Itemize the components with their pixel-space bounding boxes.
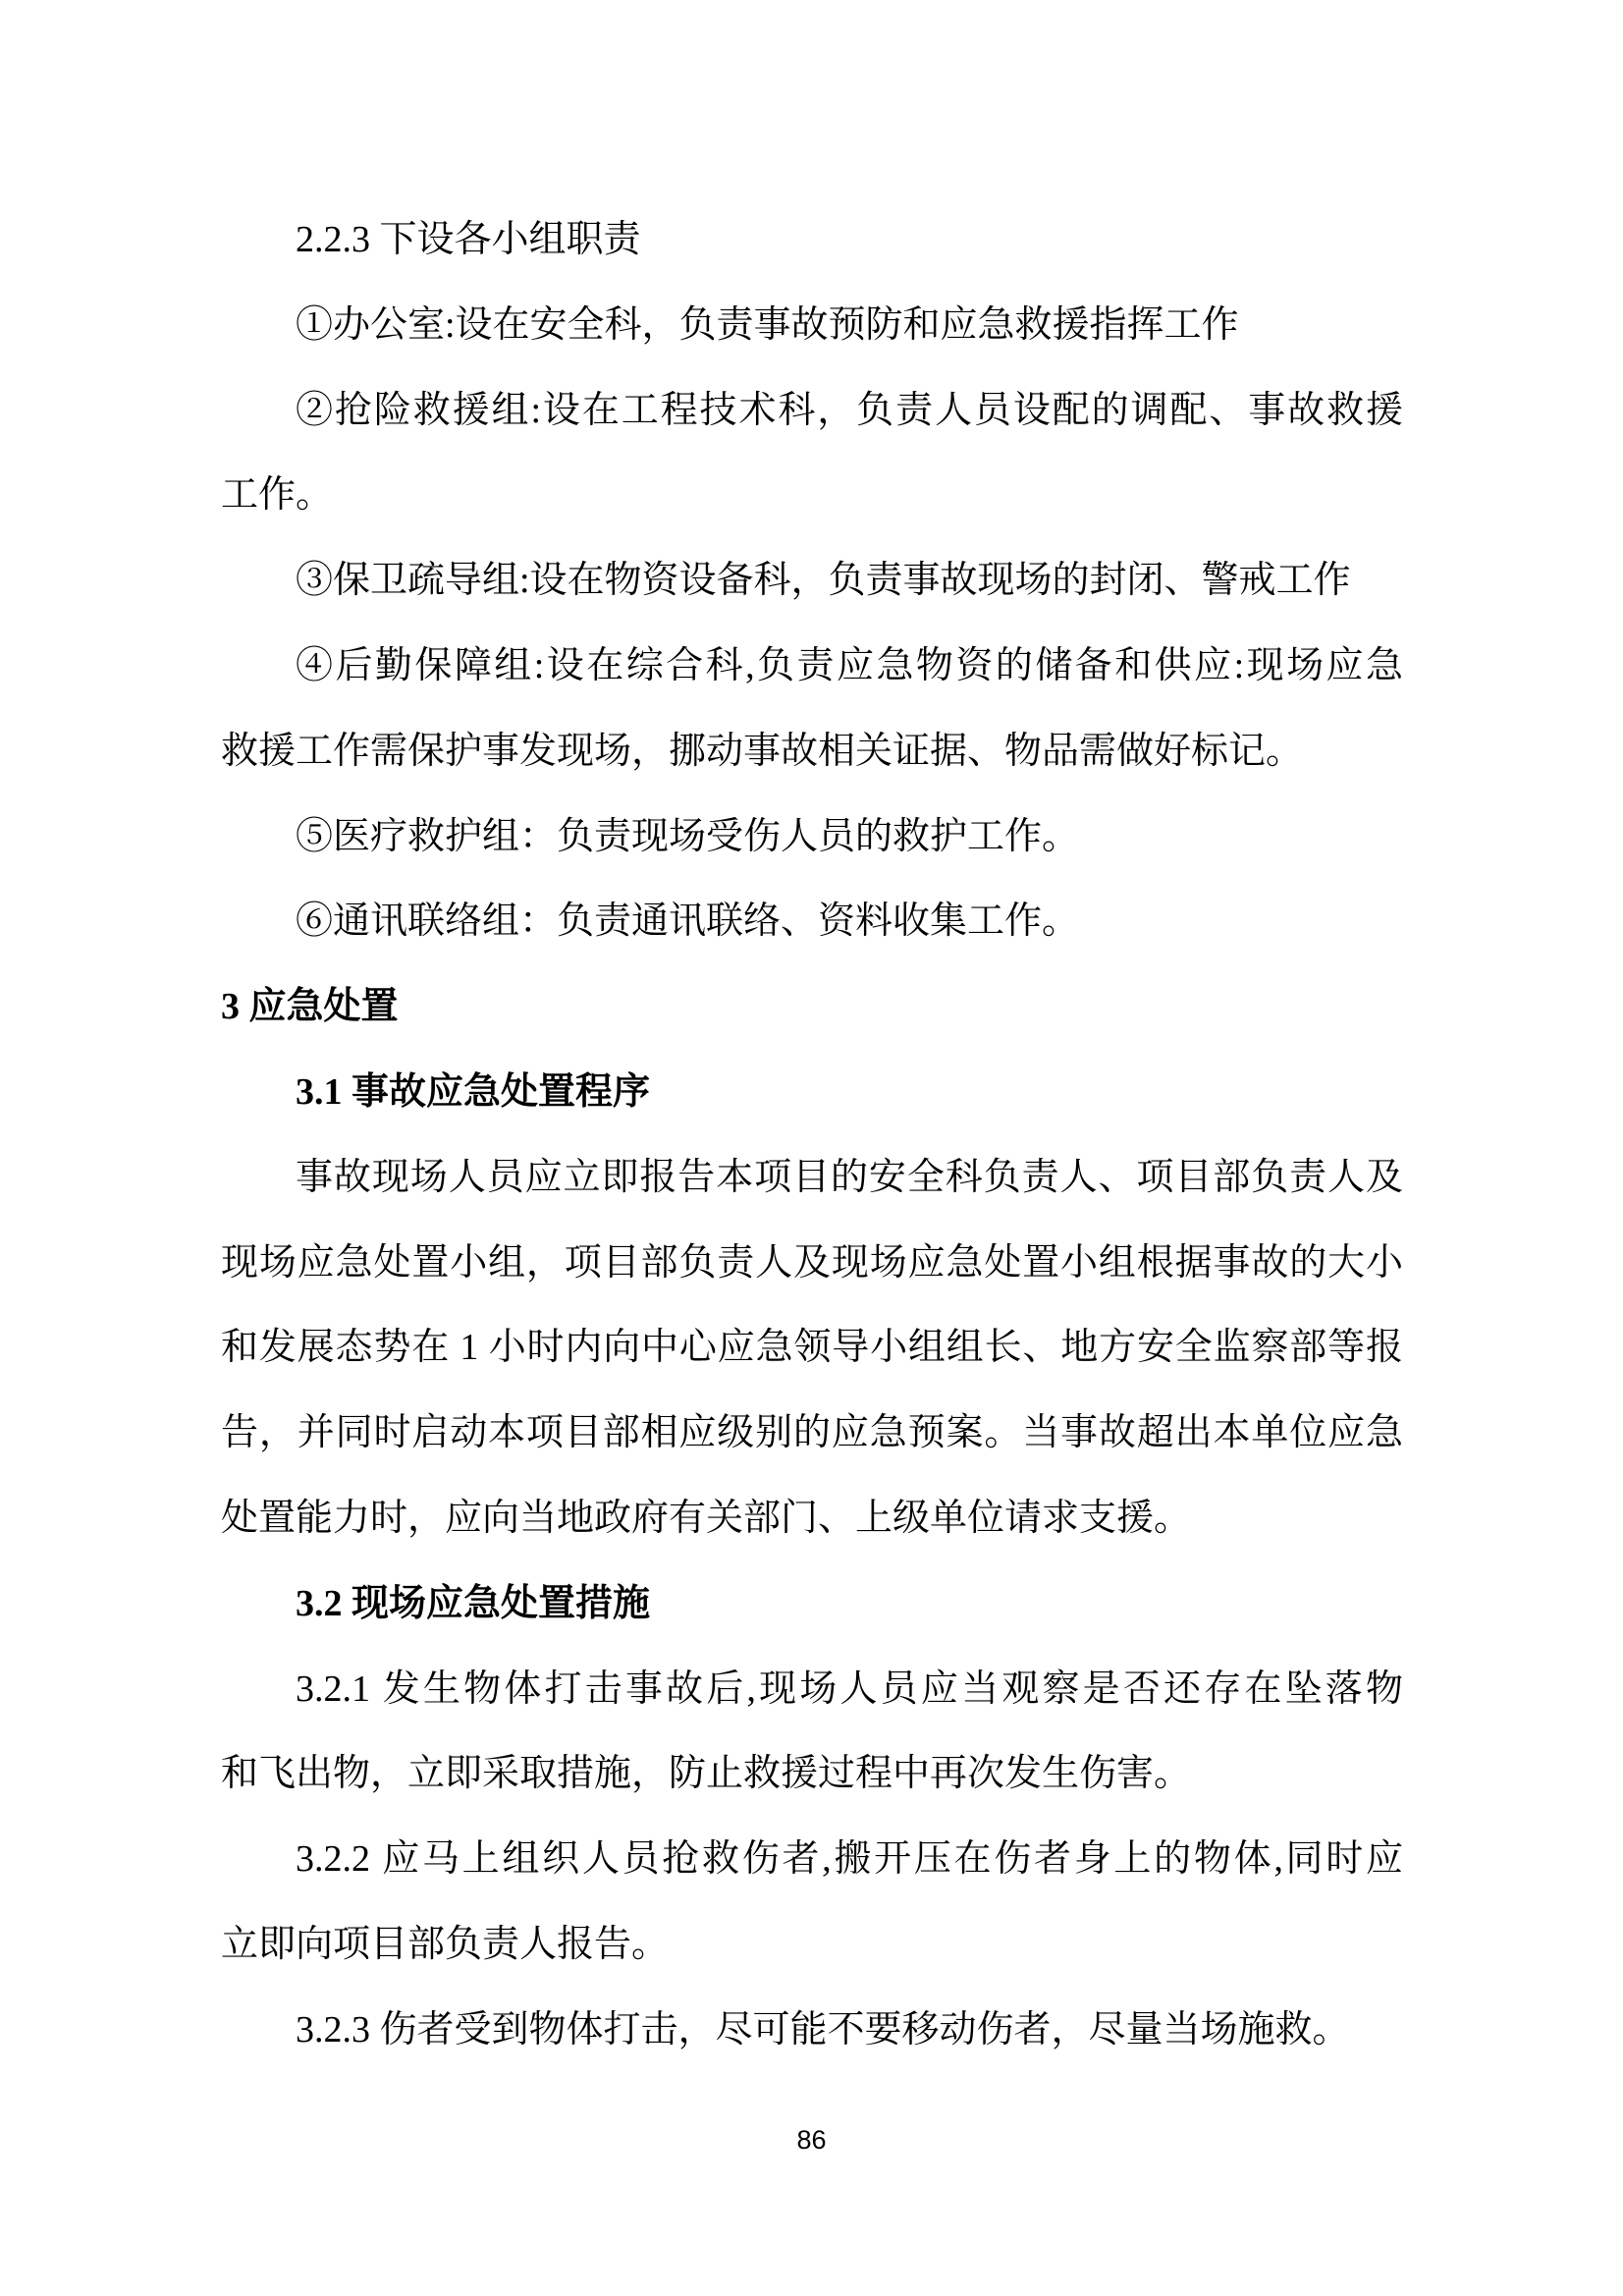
paragraph-3-1-line-3: 和发展态势在 1 小时内向中心应急领导小组组长、地方安全监察部等报 — [221, 1327, 1403, 1369]
list-item-office: ①办公室:设在安全科，负责事故预防和应急救援指挥工作 — [296, 303, 1239, 346]
section-heading-3: 3 应急处置 — [221, 986, 399, 1028]
list-item-security: ③保卫疏导组:设在物资设备科，负责事故现场的封闭、警戒工作 — [296, 560, 1351, 602]
paragraph-3-1-line-4: 告，并同时启动本项目部相应级别的应急预案。当事故超出本单位应急 — [221, 1412, 1403, 1454]
list-item-medical: ⑤医疗救护组：负责现场受伤人员的救护工作。 — [296, 815, 1080, 857]
list-item-rescue-cont: 工作。 — [221, 474, 334, 517]
page-number: 86 — [796, 2125, 827, 2155]
paragraph-3-2-3: 3.2.3 伤者受到物体打击，尽可能不要移动伤者，尽量当场施救。 — [296, 2008, 1350, 2050]
subsection-heading-3-2: 3.2 现场应急处置措施 — [296, 1582, 651, 1624]
subsection-heading-3-1: 3.1 事故应急处置程序 — [296, 1070, 651, 1113]
list-item-logistics: ④后勤保障组:设在综合科,负责应急物资的储备和供应:现场应急 — [296, 644, 1403, 686]
heading-2-2-3: 2.2.3 下设各小组职责 — [296, 219, 641, 260]
list-item-rescue: ②抢险救援组:设在工程技术科，负责人员设配的调配、事故救援 — [296, 389, 1403, 431]
paragraph-3-2-2-line-2: 立即向项目部负责人报告。 — [221, 1923, 670, 1965]
paragraph-3-2-2-line-1: 3.2.2 应马上组织人员抢救伤者,搬开压在伤者身上的物体,同时应 — [296, 1838, 1403, 1881]
paragraph-3-1-line-1: 事故现场人员应立即报告本项目的安全科负责人、项目部负责人及 — [296, 1156, 1403, 1198]
list-item-logistics-cont: 救援工作需保护事发现场，挪动事故相关证据、物品需做好标记。 — [221, 730, 1304, 772]
paragraph-3-2-1-line-1: 3.2.1 发生物体打击事故后,现场人员应当观察是否还存在坠落物 — [296, 1667, 1403, 1710]
document-text-block — [221, 197, 1403, 2073]
paragraph-3-1-line-5: 处置能力时，应向当地政府有关部门、上级单位请求支援。 — [221, 1497, 1192, 1539]
paragraph-3-1-line-2: 现场应急处置小组，项目部负责人及现场应急处置小组根据事故的大小 — [221, 1241, 1403, 1284]
list-item-communication: ⑥通讯联络组：负责通讯联络、资料收集工作。 — [296, 901, 1080, 943]
paragraph-3-2-1-line-2: 和飞出物，立即采取措施，防止救援过程中再次发生伤害。 — [221, 1753, 1192, 1795]
